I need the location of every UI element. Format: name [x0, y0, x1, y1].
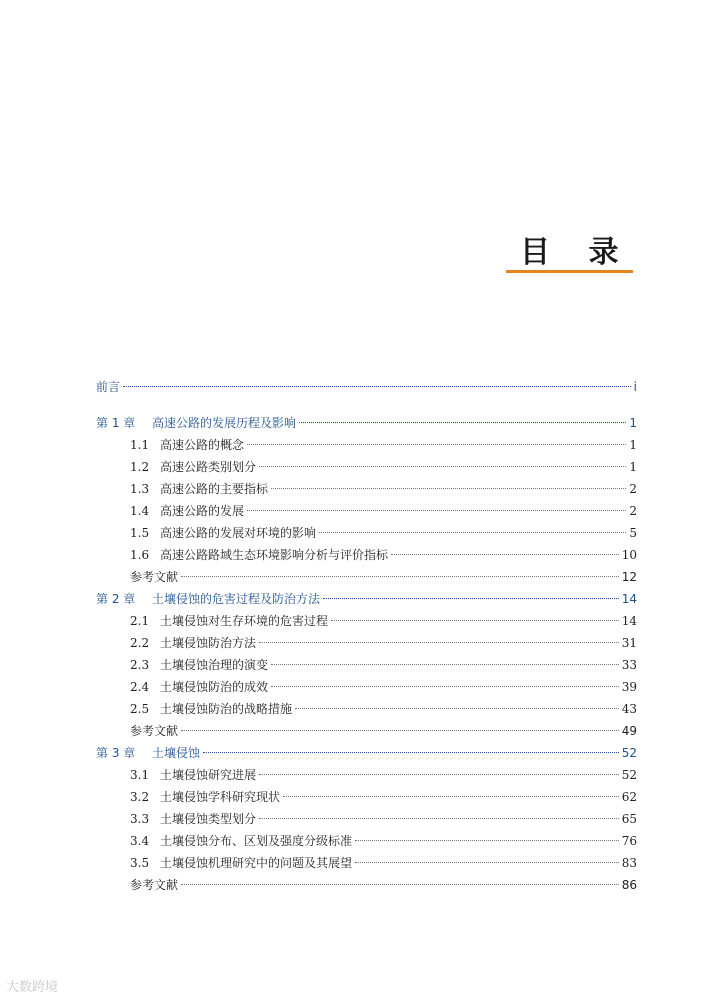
toc-references-1[interactable] — [96, 566, 637, 588]
toc-section-1-5[interactable] — [96, 522, 637, 544]
toc-section-2-3[interactable] — [96, 654, 637, 676]
section-title: 土壤侵蚀防治的战略措施 — [160, 702, 293, 716]
leader-dots — [355, 862, 619, 863]
chapter-title: 土壤侵蚀 — [152, 746, 201, 760]
toc-page-number: 62 — [621, 790, 637, 804]
toc-section-2-5[interactable] — [96, 698, 637, 720]
leader-dots — [247, 510, 626, 511]
leader-dots — [299, 422, 626, 423]
section-number: 2.1 — [130, 614, 150, 628]
section-number: 2.3 — [130, 658, 150, 672]
toc-page-number: 14 — [621, 614, 637, 628]
leader-dots — [331, 620, 619, 621]
section-title: 高速公路的主要指标 — [160, 482, 269, 496]
chapter-title: 高速公路的发展历程及影响 — [152, 416, 297, 430]
toc-page-number: 39 — [621, 680, 637, 694]
toc-page-number: 65 — [621, 812, 637, 826]
toc-section-1-1[interactable] — [96, 434, 637, 456]
references-label: 参考文献 — [130, 878, 179, 892]
section-title: 高速公路的发展 — [160, 504, 245, 518]
section-number: 1.3 — [130, 482, 150, 496]
toc-section-3-4[interactable] — [96, 830, 637, 852]
chapter-number: 第 2 章 — [96, 592, 136, 606]
section-title: 土壤侵蚀机理研究中的问题及其展望 — [160, 856, 353, 870]
toc-page-number: 1 — [629, 460, 637, 474]
leader-dots — [181, 576, 619, 577]
toc-section-3-1[interactable] — [96, 764, 637, 786]
leader-dots — [271, 488, 626, 489]
section-number: 2.2 — [130, 636, 150, 650]
toc-section-3-2[interactable] — [96, 786, 637, 808]
toc-section-2-1[interactable] — [96, 610, 637, 632]
section-title: 土壤侵蚀对生存环境的危害过程 — [160, 614, 329, 628]
leader-dots — [283, 796, 619, 797]
toc-page-number: 76 — [621, 834, 637, 848]
toc-entry-label: 前言 — [96, 380, 121, 394]
section-title: 土壤侵蚀治理的演变 — [160, 658, 269, 672]
toc-page-number: 43 — [621, 702, 637, 716]
section-title: 土壤侵蚀学科研究现状 — [160, 790, 281, 804]
chapter-number: 第 3 章 — [96, 746, 136, 760]
section-number: 3.5 — [130, 856, 150, 870]
toc-page-number: 5 — [629, 526, 637, 540]
toc-section-2-2[interactable] — [96, 632, 637, 654]
section-title: 土壤侵蚀研究进展 — [160, 768, 257, 782]
watermark: 大数跨境 — [6, 980, 59, 995]
toc-section-3-3[interactable] — [96, 808, 637, 830]
toc-page-number: 1 — [629, 438, 637, 452]
section-number: 2.5 — [130, 702, 150, 716]
section-number: 2.4 — [130, 680, 150, 694]
leader-dots — [259, 774, 619, 775]
leader-dots — [319, 532, 626, 533]
leader-dots — [247, 444, 626, 445]
chapter-number: 第 1 章 — [96, 416, 136, 430]
section-number: 1.6 — [130, 548, 150, 562]
title-underline — [506, 270, 633, 273]
chapter-title: 土壤侵蚀的危害过程及防治方法 — [152, 592, 321, 606]
references-label: 参考文献 — [130, 724, 179, 738]
leader-dots — [271, 686, 619, 687]
toc-page-number: 83 — [621, 856, 637, 870]
toc-page-number: 52 — [621, 746, 637, 760]
leader-dots — [323, 598, 619, 599]
toc-page-number: 12 — [621, 570, 637, 584]
toc-page-number: 10 — [621, 548, 637, 562]
section-title: 土壤侵蚀类型划分 — [160, 812, 257, 826]
leader-dots — [259, 642, 619, 643]
section-title: 土壤侵蚀分布、区划及强度分级标准 — [160, 834, 353, 848]
toc-section-1-4[interactable] — [96, 500, 637, 522]
toc-chapter-1[interactable] — [96, 412, 637, 434]
section-number: 1.2 — [130, 460, 150, 474]
section-number: 3.4 — [130, 834, 150, 848]
section-title: 土壤侵蚀防治的成效 — [160, 680, 269, 694]
section-title: 高速公路路域生态环境影响分析与评价指标 — [160, 548, 389, 562]
toc-entry-preface[interactable] — [96, 376, 637, 398]
toc-chapter-2[interactable] — [96, 588, 637, 610]
toc-page-number: 1 — [629, 416, 637, 430]
toc-page-number: 2 — [629, 504, 637, 518]
leader-dots — [203, 752, 619, 753]
section-title: 高速公路的发展对环境的影响 — [160, 526, 317, 540]
toc-section-1-6[interactable] — [96, 544, 637, 566]
toc-chapter-3[interactable] — [96, 742, 637, 764]
section-title: 高速公路的概念 — [160, 438, 245, 452]
toc-page-number: 49 — [621, 724, 637, 738]
section-number: 1.5 — [130, 526, 150, 540]
section-number: 3.3 — [130, 812, 150, 826]
section-title: 高速公路类别划分 — [160, 460, 257, 474]
toc-page-number: 33 — [621, 658, 637, 672]
leader-dots — [295, 708, 619, 709]
toc-page-number: 2 — [629, 482, 637, 496]
toc-section-1-2[interactable] — [96, 456, 637, 478]
leader-dots — [181, 884, 619, 885]
toc-page-number: i — [633, 380, 637, 394]
toc-section-2-4[interactable] — [96, 676, 637, 698]
page-title: 目 录 — [520, 235, 633, 270]
toc-page-number: 14 — [621, 592, 637, 606]
leader-dots — [259, 466, 626, 467]
section-number: 1.1 — [130, 438, 150, 452]
toc-references-3[interactable] — [96, 874, 637, 896]
toc-page-number: 31 — [621, 636, 637, 650]
toc-references-2[interactable] — [96, 720, 637, 742]
leader-dots — [259, 818, 619, 819]
section-number: 1.4 — [130, 504, 150, 518]
section-number: 3.2 — [130, 790, 150, 804]
leader-dots — [355, 840, 619, 841]
references-label: 参考文献 — [130, 570, 179, 584]
toc-page-number: 86 — [621, 878, 637, 892]
toc-section-1-3[interactable] — [96, 478, 637, 500]
section-title: 土壤侵蚀防治方法 — [160, 636, 257, 650]
toc-page-number: 52 — [621, 768, 637, 782]
leader-dots — [391, 554, 619, 555]
leader-dots — [181, 730, 619, 731]
toc-section-3-5[interactable] — [96, 852, 637, 874]
leader-dots — [271, 664, 619, 665]
leader-dots — [123, 386, 631, 387]
section-number: 3.1 — [130, 768, 150, 782]
table-of-contents — [96, 376, 637, 896]
